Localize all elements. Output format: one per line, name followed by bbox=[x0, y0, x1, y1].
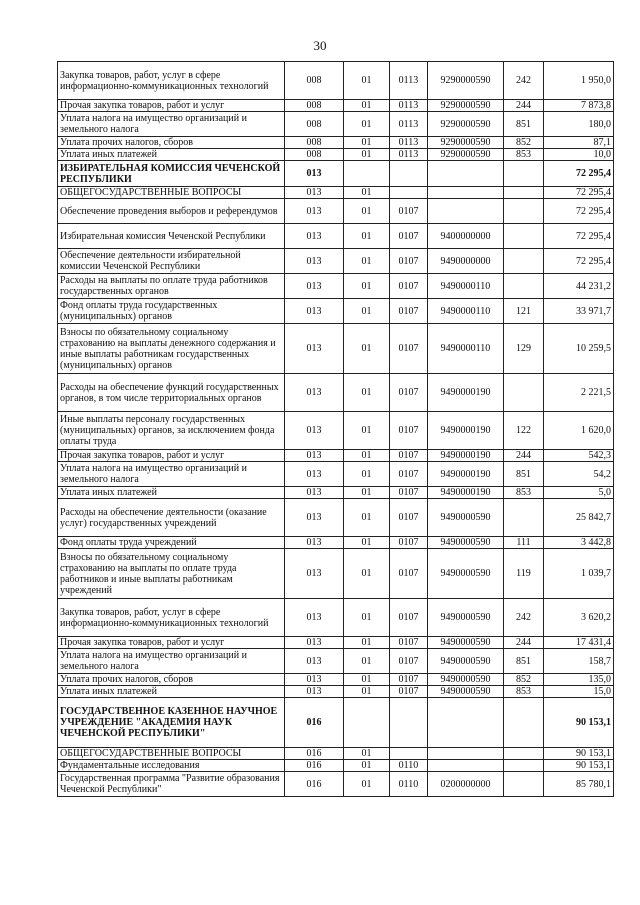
row-amount: 158,7 bbox=[544, 649, 614, 674]
row-section-code: 01 bbox=[344, 649, 390, 674]
row-department-code: 013 bbox=[285, 537, 344, 549]
row-subsection-code: 0113 bbox=[390, 62, 428, 100]
row-department-code: 013 bbox=[285, 187, 344, 199]
row-section-code: 01 bbox=[344, 450, 390, 462]
row-section-code: 01 bbox=[344, 462, 390, 487]
row-department-code: 013 bbox=[285, 324, 344, 374]
table-row bbox=[58, 161, 614, 187]
table-row bbox=[58, 462, 614, 487]
row-amount: 10 259,5 bbox=[544, 324, 614, 374]
row-name: Расходы на обеспечение деятельности (оказание услуг) государственных учреждений bbox=[58, 499, 285, 537]
row-subsection-code: 0107 bbox=[390, 499, 428, 537]
table-row bbox=[58, 649, 614, 674]
row-subsection-code: 0113 bbox=[390, 112, 428, 137]
row-section-code: 01 bbox=[344, 599, 390, 637]
row-section-code: 01 bbox=[344, 249, 390, 274]
row-expense-type: 853 bbox=[504, 487, 544, 499]
row-department-code: 013 bbox=[285, 274, 344, 299]
row-amount: 17 431,4 bbox=[544, 637, 614, 649]
table-row bbox=[58, 599, 614, 637]
row-expense-type bbox=[504, 748, 544, 760]
row-name: Фонд оплаты труда учреждений bbox=[58, 537, 285, 549]
row-section-code: 01 bbox=[344, 149, 390, 161]
row-section-code: 01 bbox=[344, 274, 390, 299]
row-target-article: 9490000190 bbox=[428, 462, 504, 487]
row-target-article bbox=[428, 748, 504, 760]
row-amount: 72 295,4 bbox=[544, 224, 614, 249]
row-target-article: 9490000110 bbox=[428, 274, 504, 299]
row-subsection-code: 0107 bbox=[390, 324, 428, 374]
row-expense-type bbox=[504, 187, 544, 199]
row-department-code: 013 bbox=[285, 462, 344, 487]
row-section-code: 01 bbox=[344, 187, 390, 199]
row-amount: 180,0 bbox=[544, 112, 614, 137]
row-amount: 10,0 bbox=[544, 149, 614, 161]
row-name: Уплата иных платежей bbox=[58, 686, 285, 698]
row-section-code: 01 bbox=[344, 412, 390, 450]
row-name: Уплата иных платежей bbox=[58, 487, 285, 499]
row-amount: 90 153,1 bbox=[544, 748, 614, 760]
row-amount: 72 295,4 bbox=[544, 249, 614, 274]
row-name: Расходы на обеспечение функций государственных органов, в том числе территориальных органов bbox=[58, 374, 285, 412]
row-target-article: 9490000190 bbox=[428, 374, 504, 412]
table-row bbox=[58, 324, 614, 374]
row-expense-type: 852 bbox=[504, 674, 544, 686]
row-amount: 72 295,4 bbox=[544, 199, 614, 224]
row-department-code: 016 bbox=[285, 748, 344, 760]
row-target-article: 9490000590 bbox=[428, 686, 504, 698]
row-amount: 1 950,0 bbox=[544, 62, 614, 100]
budget-table bbox=[57, 61, 614, 797]
row-department-code: 013 bbox=[285, 374, 344, 412]
row-section-code: 01 bbox=[344, 112, 390, 137]
row-subsection-code: 0113 bbox=[390, 137, 428, 149]
row-department-code: 013 bbox=[285, 249, 344, 274]
row-department-code: 008 bbox=[285, 112, 344, 137]
table-row bbox=[58, 549, 614, 599]
row-amount: 5,0 bbox=[544, 487, 614, 499]
row-department-code: 013 bbox=[285, 299, 344, 324]
row-subsection-code: 0107 bbox=[390, 549, 428, 599]
row-name: Иные выплаты персоналу государственных (муниципальных) органов, за исключением фонда оплаты труда bbox=[58, 412, 285, 450]
table-row bbox=[58, 112, 614, 137]
row-subsection-code: 0107 bbox=[390, 450, 428, 462]
row-expense-type: 242 bbox=[504, 599, 544, 637]
row-target-article: 9490000590 bbox=[428, 549, 504, 599]
row-subsection-code: 0107 bbox=[390, 274, 428, 299]
row-name: Расходы на выплаты по оплате труда работников государственных органов bbox=[58, 274, 285, 299]
row-amount: 542,3 bbox=[544, 450, 614, 462]
row-name: Закупка товаров, работ, услуг в сфере информационно-коммуникационных технологий bbox=[58, 599, 285, 637]
row-target-article: 9490000110 bbox=[428, 324, 504, 374]
row-subsection-code bbox=[390, 187, 428, 199]
row-section-code: 01 bbox=[344, 748, 390, 760]
row-section-code: 01 bbox=[344, 499, 390, 537]
table-row bbox=[58, 62, 614, 100]
row-subsection-code: 0107 bbox=[390, 462, 428, 487]
row-target-article: 9490000190 bbox=[428, 487, 504, 499]
row-section-code: 01 bbox=[344, 487, 390, 499]
table-row bbox=[58, 374, 614, 412]
row-subsection-code: 0107 bbox=[390, 224, 428, 249]
row-target-article: 9490000000 bbox=[428, 249, 504, 274]
row-amount: 1 620,0 bbox=[544, 412, 614, 450]
row-target-article: 9490000590 bbox=[428, 599, 504, 637]
row-department-code: 013 bbox=[285, 199, 344, 224]
row-target-article: 9490000190 bbox=[428, 412, 504, 450]
row-subsection-code bbox=[390, 748, 428, 760]
row-expense-type bbox=[504, 698, 544, 748]
row-target-article bbox=[428, 760, 504, 772]
row-expense-type: 852 bbox=[504, 137, 544, 149]
row-expense-type bbox=[504, 499, 544, 537]
row-amount: 3 620,2 bbox=[544, 599, 614, 637]
row-target-article bbox=[428, 199, 504, 224]
row-target-article: 9290000590 bbox=[428, 112, 504, 137]
row-expense-type bbox=[504, 161, 544, 187]
row-name: Государственная программа "Развитие образования Чеченской Республики" bbox=[58, 772, 285, 797]
row-name: Обеспечение проведения выборов и референдумов bbox=[58, 199, 285, 224]
row-name: Обеспечение деятельности избирательной комиссии Чеченской Республики bbox=[58, 249, 285, 274]
row-target-article bbox=[428, 187, 504, 199]
table-row bbox=[58, 760, 614, 772]
row-expense-type: 851 bbox=[504, 462, 544, 487]
row-expense-type bbox=[504, 249, 544, 274]
row-amount: 87,1 bbox=[544, 137, 614, 149]
row-name: Уплата прочих налогов, сборов bbox=[58, 674, 285, 686]
row-section-code: 01 bbox=[344, 674, 390, 686]
row-department-code: 008 bbox=[285, 100, 344, 112]
row-expense-type: 122 bbox=[504, 412, 544, 450]
row-section-code: 01 bbox=[344, 324, 390, 374]
row-department-code: 008 bbox=[285, 137, 344, 149]
row-department-code: 013 bbox=[285, 499, 344, 537]
row-section-code: 01 bbox=[344, 224, 390, 249]
row-subsection-code: 0107 bbox=[390, 299, 428, 324]
row-expense-type: 111 bbox=[504, 537, 544, 549]
row-name: Взносы по обязательному социальному страхованию на выплаты по оплате труда работников и иные выплаты работникам учреждений bbox=[58, 549, 285, 599]
row-target-article bbox=[428, 161, 504, 187]
row-section-code: 01 bbox=[344, 537, 390, 549]
row-subsection-code: 0107 bbox=[390, 637, 428, 649]
row-subsection-code: 0113 bbox=[390, 149, 428, 161]
row-amount: 3 442,8 bbox=[544, 537, 614, 549]
table-row bbox=[58, 537, 614, 549]
row-expense-type: 853 bbox=[504, 149, 544, 161]
row-department-code: 013 bbox=[285, 224, 344, 249]
row-amount: 72 295,4 bbox=[544, 161, 614, 187]
row-name: Взносы по обязательному социальному страхованию на выплаты денежного содержания и иные выплаты работникам государственных (муниципальных) органов bbox=[58, 324, 285, 374]
table-row bbox=[58, 499, 614, 537]
row-department-code: 016 bbox=[285, 772, 344, 797]
row-name: Прочая закупка товаров, работ и услуг bbox=[58, 637, 285, 649]
row-name: Уплата налога на имущество организаций и земельного налога bbox=[58, 462, 285, 487]
row-subsection-code: 0107 bbox=[390, 374, 428, 412]
row-target-article: 9290000590 bbox=[428, 149, 504, 161]
row-expense-type: 851 bbox=[504, 649, 544, 674]
row-target-article: 9490000110 bbox=[428, 299, 504, 324]
row-subsection-code: 0107 bbox=[390, 249, 428, 274]
row-target-article: 9490000590 bbox=[428, 499, 504, 537]
row-amount: 2 221,5 bbox=[544, 374, 614, 412]
row-amount: 135,0 bbox=[544, 674, 614, 686]
table-row bbox=[58, 249, 614, 274]
row-subsection-code: 0110 bbox=[390, 772, 428, 797]
table-row bbox=[58, 450, 614, 462]
row-expense-type: 244 bbox=[504, 450, 544, 462]
row-department-code: 013 bbox=[285, 487, 344, 499]
row-department-code: 013 bbox=[285, 637, 344, 649]
row-section-code: 01 bbox=[344, 100, 390, 112]
row-department-code: 016 bbox=[285, 698, 344, 748]
row-subsection-code bbox=[390, 161, 428, 187]
row-expense-type bbox=[504, 224, 544, 249]
row-name: Прочая закупка товаров, работ и услуг bbox=[58, 450, 285, 462]
row-expense-type bbox=[504, 374, 544, 412]
row-target-article: 9490000190 bbox=[428, 450, 504, 462]
row-department-code: 016 bbox=[285, 760, 344, 772]
row-department-code: 008 bbox=[285, 62, 344, 100]
row-section-code: 01 bbox=[344, 686, 390, 698]
row-amount: 7 873,8 bbox=[544, 100, 614, 112]
row-amount: 90 153,1 bbox=[544, 698, 614, 748]
row-subsection-code: 0107 bbox=[390, 487, 428, 499]
row-name: Прочая закупка товаров, работ и услуг bbox=[58, 100, 285, 112]
row-name: Уплата иных платежей bbox=[58, 149, 285, 161]
row-section-code: 01 bbox=[344, 137, 390, 149]
table-row bbox=[58, 412, 614, 450]
table-row bbox=[58, 772, 614, 797]
table-row bbox=[58, 686, 614, 698]
row-subsection-code: 0107 bbox=[390, 674, 428, 686]
table-row bbox=[58, 487, 614, 499]
row-department-code: 008 bbox=[285, 149, 344, 161]
row-section-code: 01 bbox=[344, 299, 390, 324]
row-name: ИЗБИРАТЕЛЬНАЯ КОМИССИЯ ЧЕЧЕНСКОЙ РЕСПУБЛИКИ bbox=[58, 161, 285, 187]
row-target-article: 9290000590 bbox=[428, 137, 504, 149]
row-subsection-code: 0107 bbox=[390, 649, 428, 674]
row-target-article: 9290000590 bbox=[428, 62, 504, 100]
row-amount: 15,0 bbox=[544, 686, 614, 698]
row-department-code: 013 bbox=[285, 161, 344, 187]
row-name: Фундаментальные исследования bbox=[58, 760, 285, 772]
row-department-code: 013 bbox=[285, 412, 344, 450]
row-department-code: 013 bbox=[285, 599, 344, 637]
row-expense-type bbox=[504, 772, 544, 797]
row-subsection-code: 0113 bbox=[390, 100, 428, 112]
row-subsection-code: 0107 bbox=[390, 599, 428, 637]
row-subsection-code: 0107 bbox=[390, 199, 428, 224]
row-target-article: 0200000000 bbox=[428, 772, 504, 797]
row-section-code: 01 bbox=[344, 374, 390, 412]
row-department-code: 013 bbox=[285, 549, 344, 599]
row-amount: 90 153,1 bbox=[544, 760, 614, 772]
row-target-article bbox=[428, 698, 504, 748]
row-target-article: 9490000590 bbox=[428, 537, 504, 549]
row-expense-type: 119 bbox=[504, 549, 544, 599]
row-subsection-code: 0107 bbox=[390, 686, 428, 698]
table-row bbox=[58, 637, 614, 649]
row-department-code: 013 bbox=[285, 649, 344, 674]
row-name: ОБЩЕГОСУДАРСТВЕННЫЕ ВОПРОСЫ bbox=[58, 187, 285, 199]
row-amount: 33 971,7 bbox=[544, 299, 614, 324]
table-row bbox=[58, 224, 614, 249]
row-subsection-code bbox=[390, 698, 428, 748]
row-expense-type bbox=[504, 760, 544, 772]
table-row bbox=[58, 748, 614, 760]
row-department-code: 013 bbox=[285, 686, 344, 698]
row-expense-type: 853 bbox=[504, 686, 544, 698]
row-target-article: 9490000590 bbox=[428, 637, 504, 649]
table-row bbox=[58, 274, 614, 299]
page-number: 30 bbox=[313, 38, 327, 53]
row-name: Уплата налога на имущество организаций и земельного налога bbox=[58, 112, 285, 137]
row-name: Уплата прочих налогов, сборов bbox=[58, 137, 285, 149]
row-subsection-code: 0107 bbox=[390, 412, 428, 450]
row-expense-type: 129 bbox=[504, 324, 544, 374]
row-target-article: 9490000590 bbox=[428, 649, 504, 674]
row-name: Избирательная комиссия Чеченской Республики bbox=[58, 224, 285, 249]
row-expense-type: 242 bbox=[504, 62, 544, 100]
row-amount: 44 231,2 bbox=[544, 274, 614, 299]
row-expense-type: 851 bbox=[504, 112, 544, 137]
row-name: Фонд оплаты труда государственных (муниципальных) органов bbox=[58, 299, 285, 324]
row-name: Уплата налога на имущество организаций и земельного налога bbox=[58, 649, 285, 674]
row-expense-type: 121 bbox=[504, 299, 544, 324]
row-section-code: 01 bbox=[344, 772, 390, 797]
row-expense-type: 244 bbox=[504, 637, 544, 649]
row-name: Закупка товаров, работ, услуг в сфере информационно-коммуникационных технологий bbox=[58, 62, 285, 100]
row-target-article: 9400000000 bbox=[428, 224, 504, 249]
row-target-article: 9290000590 bbox=[428, 100, 504, 112]
row-name: ОБЩЕГОСУДАРСТВЕННЫЕ ВОПРОСЫ bbox=[58, 748, 285, 760]
row-department-code: 013 bbox=[285, 450, 344, 462]
table-row bbox=[58, 199, 614, 224]
table-row bbox=[58, 137, 614, 149]
row-amount: 72 295,4 bbox=[544, 187, 614, 199]
row-section-code bbox=[344, 698, 390, 748]
table-row bbox=[58, 299, 614, 324]
row-section-code bbox=[344, 161, 390, 187]
row-expense-type bbox=[504, 274, 544, 299]
row-amount: 85 780,1 bbox=[544, 772, 614, 797]
row-section-code: 01 bbox=[344, 62, 390, 100]
row-section-code: 01 bbox=[344, 199, 390, 224]
row-expense-type: 244 bbox=[504, 100, 544, 112]
row-department-code: 013 bbox=[285, 674, 344, 686]
row-amount: 1 039,7 bbox=[544, 549, 614, 599]
budget-table-body bbox=[58, 62, 614, 797]
row-section-code: 01 bbox=[344, 637, 390, 649]
table-row bbox=[58, 698, 614, 748]
row-amount: 54,2 bbox=[544, 462, 614, 487]
table-row bbox=[58, 187, 614, 199]
row-subsection-code: 0110 bbox=[390, 760, 428, 772]
row-expense-type bbox=[504, 199, 544, 224]
table-row bbox=[58, 149, 614, 161]
row-section-code: 01 bbox=[344, 549, 390, 599]
row-section-code: 01 bbox=[344, 760, 390, 772]
row-amount: 25 842,7 bbox=[544, 499, 614, 537]
row-target-article: 9490000590 bbox=[428, 674, 504, 686]
table-row bbox=[58, 674, 614, 686]
row-subsection-code: 0107 bbox=[390, 537, 428, 549]
row-name: ГОСУДАРСТВЕННОЕ КАЗЕННОЕ НАУЧНОЕ УЧРЕЖДЕНИЕ "АКАДЕМИЯ НАУК ЧЕЧЕНСКОЙ РЕСПУБЛИКИ" bbox=[58, 698, 285, 748]
table-row bbox=[58, 100, 614, 112]
